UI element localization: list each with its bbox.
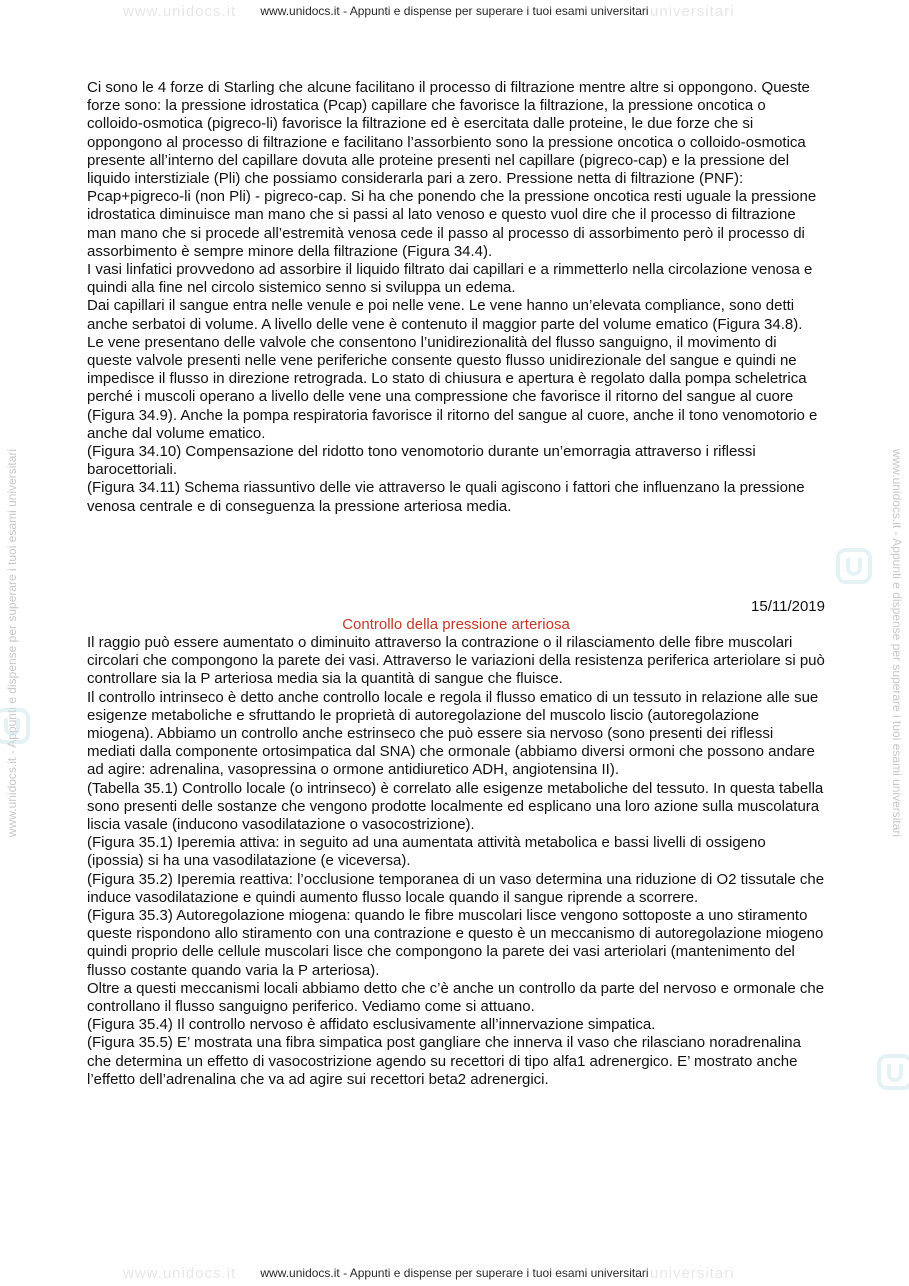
paragraph: Ci sono le 4 forze di Starling che alcune facilitano il processo di filtrazione mentre altre si oppongono. Queste forze sono: la pressione idrostatica (Pcap) capillare che favorisce la filtrazione, la pressione oncotica o colloido-osmotica (pigreco-li) favorisce la filtrazione ed è esercitata dalle proteine, le due forze che si oppongono al processo di filtrazione e facilitano l’assorbiento sono la pressione oncotica o colloido-osmotica presente all’interno del capillare dovuta alle proteine presenti nel capillare (pigreco-cap) e la pressione del liquido interstiziale (Pli) che possiamo considerarla pari a zero. Pressione netta di filtrazione (PNF): Pcap+pigreco-li (non Pli) - pigreco-cap. Si ha che ponendo che la pressione oncotica resti uguale la pressione idrostatica diminuisce man mano che si passi al lato venoso e questo vuol dire che il processo di filtrazione man mano che si procede all’estremità venosa cede il passo al processo di assorbimento però il processo di assorbimento è sempre minore della filtrazione (Figura 34.4).	[87, 79, 817, 260]
header-ghost-left: www.unidocs.it	[123, 3, 237, 20]
paragraph: Il raggio può essere aumentato o diminuito attraverso la contrazione o il rilasciamento delle fibre muscolari circolari che compongono la parete dei vasi. Attraverso le variazioni della resistenza periferica arteriolare si può controllare sia la P arteriosa media sia la quantità di sangue che fluisce.	[87, 634, 825, 688]
unidocs-logo-icon	[0, 706, 32, 746]
paragraph: (Figura 35.4) Il controllo nervoso è affidato esclusivamente all’innervazione simpatica.	[87, 1016, 656, 1034]
paragraph: (Tabella 35.1) Controllo locale (o intrinseco) è correlato alle esigenze metaboliche del tessuto. In questa tabella sono presenti delle sostanze che vengono prodotte localmente ed esplicano una loro azione sulla muscolatura liscia vasale (inducono vasodilatazione o vasocostrizione).	[87, 779, 824, 834]
unidocs-logo-icon	[875, 1052, 909, 1092]
paragraph: (Figura 35.5) E’ mostrata una fibra simpatica post gangliare che innerva il vaso che rilasciano noradrenalina che determina un effetto di vasocostrizione agendo su recettori di tipo alfa1 adrenergico. E’ mostrato anche l’effetto dell’adrenalina che va ad agire sui recettori beta2 adrenergici.	[87, 1034, 801, 1088]
paragraph: Il controllo intrinseco è detto anche controllo locale e regola il flusso ematico di un tessuto in relazione alle sue esigenze metaboliche e sfruttando le proprietà di autoregolazione del muscolo liscio (autoregolazione miogena). Abbiamo un controllo anche estrinseco che può essere sia nervoso (sono presenti dei riflessi mediati dalla componente ortosimpatica dal SNA) che ormonale (abbiamo diversi ormoni che possono andare ad agire: adrenalina, vasopressina o ormone antidiuretico ADH, angiotensina II).	[87, 688, 819, 779]
paragraph: (Figura 34.10) Compensazione del ridotto tono venomotorio durante un’emorragia attraverso i riflessi barocettoriali.	[87, 443, 756, 479]
section-title: Controllo della pressione arteriosa	[342, 616, 570, 633]
footer-watermark-text[interactable]: www.unidocs.it - Appunti e dispense per superare i tuoi esami universitari	[260, 1266, 649, 1280]
paragraph: Dai capillari il sangue entra nelle venule e poi nelle vene. Le vene hanno un’elevata compliance, sono detti anche serbatoi di volume. A livello delle vene è contenuto il maggior parte del volume ematico (Figura 34.8).	[87, 297, 803, 333]
paragraph: Le vene presentano delle valvole che consentono l’unidirezionalità del flusso sanguigno, il movimento di queste valvole presenti nelle vene periferiche consente questo flusso unidirezionale del sangue e quindi ne impedisce il flusso in direzione retrograda. Lo stato di chiusura e apertura è regolato dalla pompa scheletrica perché i muscoli operano a livello delle vene una compressione che favorisce il ritorno del sangue al cuore (Figura 34.9). Anche la pompa respiratoria favorisce il ritorno del sangue al cuore, anche il tono venomotorio e anche dal volume ematico.	[87, 333, 818, 442]
body-text-block-1	[87, 79, 825, 516]
paragraph: Oltre a questi meccanismi locali abbiamo detto che c’è anche un controllo da parte del nervoso e ormonale che controllano il flusso sanguigno periferico. Vediamo come si attuano.	[87, 979, 825, 1016]
paragraph: I vasi linfatici provvedono ad assorbire il liquido filtrato dai capillari e a rimmetterlo nella circolazione venosa e quindi alla fine nel circolo sistemico senno si sviluppa un edema.	[87, 261, 813, 297]
right-side-watermark: www.unidocs.it - Appunti e dispense per superare i tuoi esami universitari	[890, 448, 904, 838]
page-header	[0, 4, 909, 18]
paragraph: (Figura 35.2) Iperemia reattiva: l’occlusione temporanea di un vaso determina una riduzione di O2 tissutale che induce vasodilatazione e quindi aumento flusso locale quando il sangue riprende a scorrere.	[87, 870, 825, 906]
footer-ghost-right: universitari	[650, 1265, 735, 1282]
page-footer	[0, 1266, 909, 1280]
footer-ghost-left: www.unidocs.it	[123, 1265, 237, 1282]
header-ghost-right: universitari	[650, 3, 735, 20]
paragraph: (Figura 35.1) Iperemia attiva: in seguito ad una aumentata attività metabolica e bassi livelli di ossigeno (ipossia) si ha una vasodilatazione (e viceversa).	[87, 834, 766, 870]
paragraph: (Figura 34.11) Schema riassuntivo delle vie attraverso le quali agiscono i fattori che influenzano la pressione venosa centrale e di conseguenza la pressione arteriosa media.	[87, 479, 805, 515]
paragraph: (Figura 35.3) Autoregolazione miogena: quando le fibre muscolari lisce vengono sottoposte a uno stiramento queste rispondono allo stiramento con una contrazione e questo è un meccanismo di autoregolazione miogeno quindi proprio delle cellule muscolari lisce che compongono la parete dei vasi arteriolari (mantenimento del flusso costante quando varia la P arteriosa).	[87, 907, 824, 979]
lecture-date: 15/11/2019	[751, 598, 825, 615]
header-watermark-text[interactable]: www.unidocs.it - Appunti e dispense per superare i tuoi esami universitari	[260, 4, 649, 18]
body-text-block-2	[87, 634, 825, 1089]
unidocs-logo-icon	[834, 546, 874, 586]
left-side-watermark: www.unidocs.it - Appunti e dispense per superare i tuoi esami universitari	[5, 448, 19, 838]
